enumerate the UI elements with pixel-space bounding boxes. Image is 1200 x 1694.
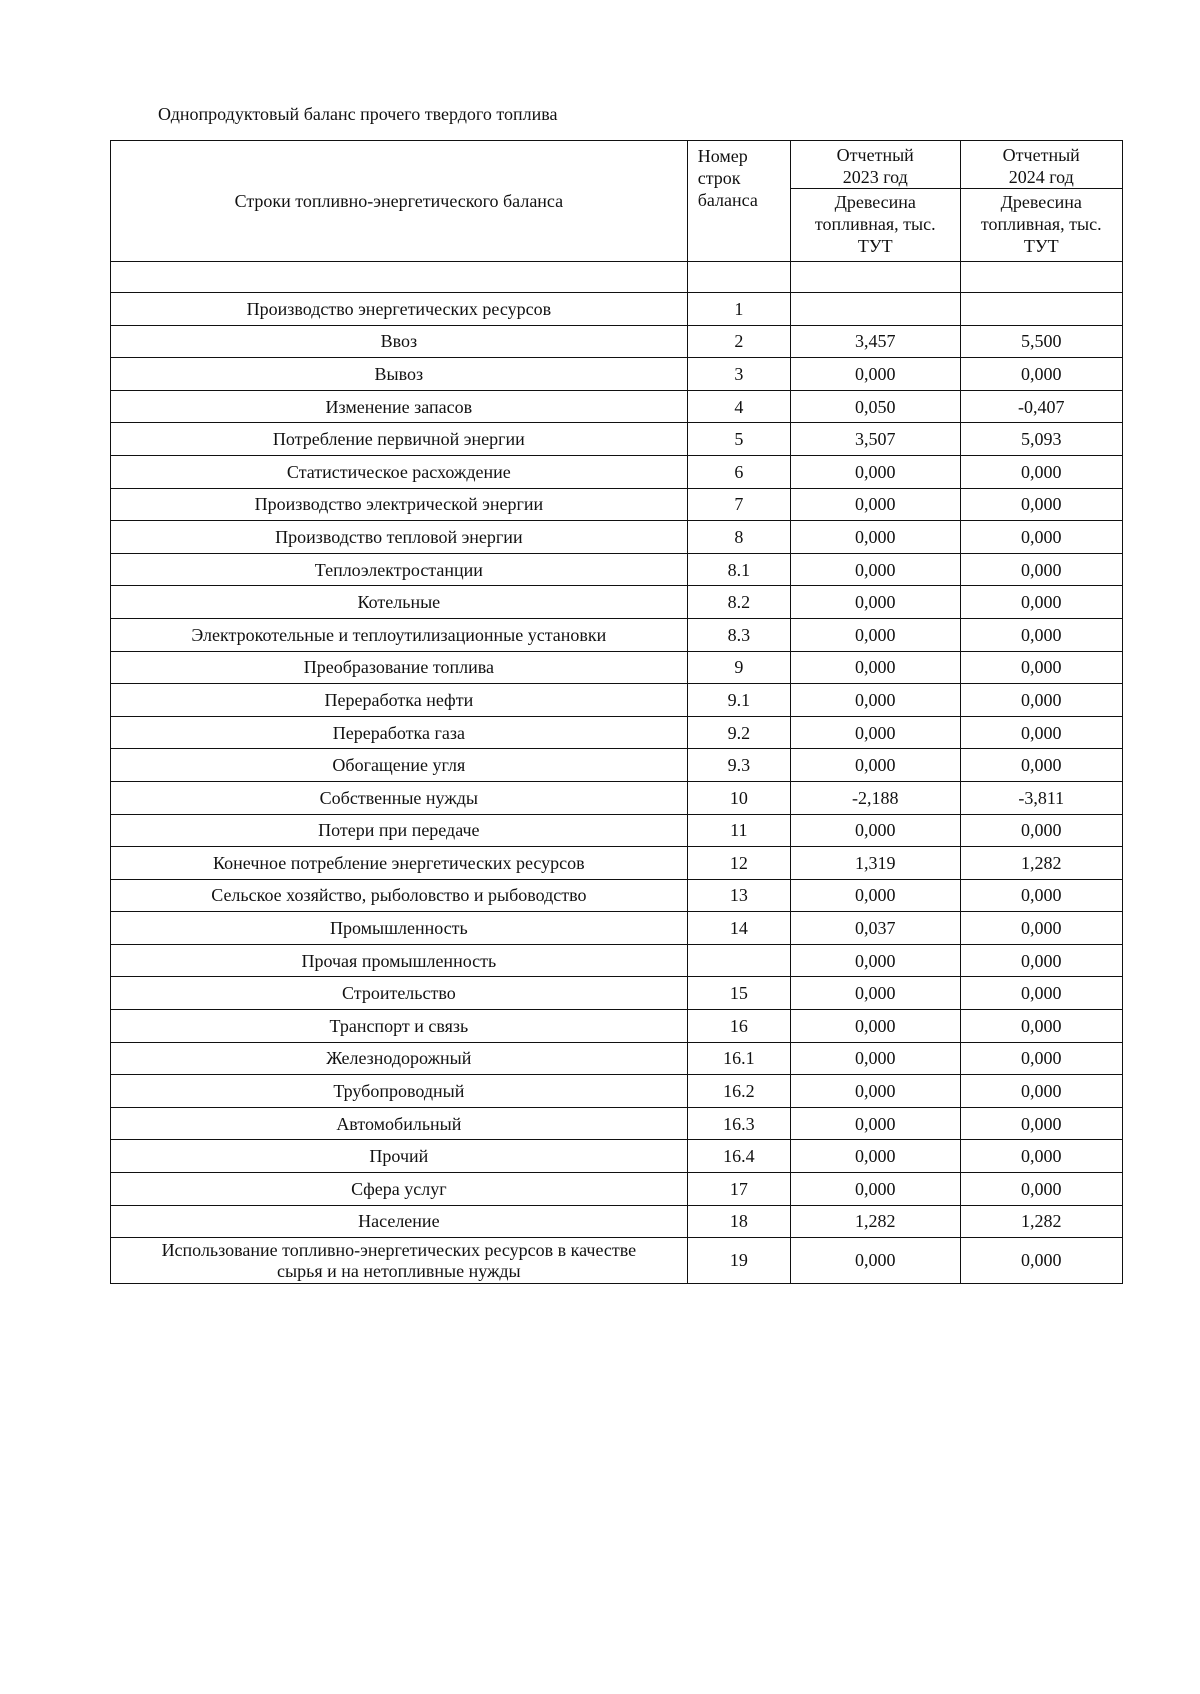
header-unit-2024: [960, 189, 1123, 262]
row-number: 8.1: [687, 553, 790, 586]
row-number: 15: [687, 977, 790, 1010]
row-number: 8: [687, 521, 790, 554]
value-2024: 0,000: [960, 749, 1123, 782]
table-row: [111, 618, 1123, 651]
table-row: [111, 1205, 1123, 1238]
table-row: [111, 684, 1123, 717]
value-2024: 0,000: [960, 1140, 1123, 1173]
table-row: [111, 293, 1123, 326]
value-2023: 3,457: [791, 325, 961, 358]
header-unit-2023-line1: Древесина: [834, 192, 916, 212]
value-2024: 1,282: [960, 1205, 1123, 1238]
row-name: Транспорт и связь: [111, 1010, 688, 1043]
value-2024: 0,000: [960, 1042, 1123, 1075]
row-name: Потери при передаче: [111, 814, 688, 847]
value-2023: 0,000: [791, 618, 961, 651]
value-2023: -2,188: [791, 781, 961, 814]
table-row: [111, 879, 1123, 912]
table-row: [111, 455, 1123, 488]
value-2023: 0,000: [791, 1107, 961, 1140]
row-name: Промышленность: [111, 912, 688, 945]
row-number: 7: [687, 488, 790, 521]
header-row-number: [687, 141, 790, 262]
value-2024: 0,000: [960, 1107, 1123, 1140]
row-name: Железнодорожный: [111, 1042, 688, 1075]
row-name: Котельные: [111, 586, 688, 619]
header-year-2023-line2: 2023 год: [842, 167, 908, 187]
table-row: [111, 651, 1123, 684]
row-number: 8.3: [687, 618, 790, 651]
row-name: Ввоз: [111, 325, 688, 358]
header-unit-2023-line2: топливная, тыс.: [814, 214, 936, 234]
value-2023: 0,000: [791, 1010, 961, 1043]
row-number: 1: [687, 293, 790, 326]
table-row: [111, 521, 1123, 554]
table-row: [111, 586, 1123, 619]
value-2023: 0,000: [791, 1140, 961, 1173]
row-name: Сфера услуг: [111, 1173, 688, 1206]
value-2024: [960, 293, 1123, 326]
value-2023: 0,000: [791, 651, 961, 684]
row-name: Трубопроводный: [111, 1075, 688, 1108]
table-row: [111, 1140, 1123, 1173]
header-row-number-line3: баланса: [697, 190, 758, 210]
value-2023: 0,037: [791, 912, 961, 945]
table-row: [111, 1238, 1123, 1284]
value-2023: 0,000: [791, 814, 961, 847]
value-2023: 0,000: [791, 716, 961, 749]
value-2024: 0,000: [960, 553, 1123, 586]
row-name: Собственные нужды: [111, 781, 688, 814]
row-number: 3: [687, 358, 790, 391]
fuel-balance-table: [110, 140, 1123, 1284]
value-2023: 0,000: [791, 684, 961, 717]
table-row: [111, 1075, 1123, 1108]
value-2024: 5,093: [960, 423, 1123, 456]
table-row: [111, 553, 1123, 586]
value-2023: 0,000: [791, 521, 961, 554]
table-row: [111, 912, 1123, 945]
row-number: 9.3: [687, 749, 790, 782]
row-name: Сельское хозяйство, рыболовство и рыбоводство: [111, 879, 688, 912]
row-name: Изменение запасов: [111, 390, 688, 423]
table-row: [111, 488, 1123, 521]
value-2023: 0,000: [791, 1075, 961, 1108]
row-name: Население: [111, 1205, 688, 1238]
empty-cell: [960, 262, 1123, 293]
value-2024: 0,000: [960, 879, 1123, 912]
header-year-2023: [791, 141, 961, 189]
row-number: [687, 944, 790, 977]
value-2023: 0,050: [791, 390, 961, 423]
table-row: [111, 423, 1123, 456]
header-year-2024: [960, 141, 1123, 189]
value-2023: 0,000: [791, 586, 961, 619]
row-number: 5: [687, 423, 790, 456]
empty-cell: [791, 262, 961, 293]
row-name-line2: сырья и на нетопливные нужды: [277, 1260, 521, 1281]
value-2023: 0,000: [791, 944, 961, 977]
value-2024: 0,000: [960, 488, 1123, 521]
table-row: [111, 749, 1123, 782]
value-2023: 0,000: [791, 358, 961, 391]
row-number: 16.4: [687, 1140, 790, 1173]
value-2024: 0,000: [960, 618, 1123, 651]
row-name: Преобразование топлива: [111, 651, 688, 684]
value-2024: 0,000: [960, 814, 1123, 847]
empty-cell: [111, 262, 688, 293]
table-row: [111, 1010, 1123, 1043]
empty-cell: [687, 262, 790, 293]
row-name: Электрокотельные и теплоутилизационные установки: [111, 618, 688, 651]
row-name: Вывоз: [111, 358, 688, 391]
value-2024: 0,000: [960, 1010, 1123, 1043]
table-row: [111, 1042, 1123, 1075]
value-2023: 0,000: [791, 749, 961, 782]
row-number: 6: [687, 455, 790, 488]
header-unit-2024-line2: топливная, тыс.: [980, 214, 1102, 234]
value-2023: 1,282: [791, 1205, 961, 1238]
table-row: [111, 358, 1123, 391]
row-name-line1: Использование топливно-энергетических ресурсов в качестве: [161, 1239, 637, 1260]
row-number: 18: [687, 1205, 790, 1238]
header-unit-2023-line3: ТУТ: [857, 236, 893, 256]
row-number: 8.2: [687, 586, 790, 619]
table-row: [111, 1107, 1123, 1140]
header-unit-2024-line1: Древесина: [1000, 192, 1082, 212]
row-name: Автомобильный: [111, 1107, 688, 1140]
row-number: 9.1: [687, 684, 790, 717]
row-number: 10: [687, 781, 790, 814]
row-name: Прочая промышленность: [111, 944, 688, 977]
value-2024: -3,811: [960, 781, 1123, 814]
row-number: 16.1: [687, 1042, 790, 1075]
table-row: [111, 847, 1123, 880]
value-2024: 0,000: [960, 586, 1123, 619]
value-2024: 0,000: [960, 455, 1123, 488]
table-row: [111, 944, 1123, 977]
header-year-2023-line1: Отчетный: [836, 145, 914, 165]
header-balance-lines: Строки топливно-энергетического баланса: [111, 141, 688, 262]
row-number: 13: [687, 879, 790, 912]
table-row: [111, 325, 1123, 358]
value-2023: 0,000: [791, 455, 961, 488]
row-number: 11: [687, 814, 790, 847]
value-2024: 0,000: [960, 358, 1123, 391]
document-title: Однопродуктовый баланс прочего твердого топлива: [158, 104, 558, 124]
row-number: 12: [687, 847, 790, 880]
row-number: 16.2: [687, 1075, 790, 1108]
value-2024: 0,000: [960, 521, 1123, 554]
table-row: [111, 1173, 1123, 1206]
table-row: [111, 814, 1123, 847]
row-number: 9.2: [687, 716, 790, 749]
row-name: Теплоэлектростанции: [111, 553, 688, 586]
value-2024: 0,000: [960, 1173, 1123, 1206]
value-2024: 0,000: [960, 977, 1123, 1010]
row-number: 16: [687, 1010, 790, 1043]
row-number: 16.3: [687, 1107, 790, 1140]
value-2024: 0,000: [960, 1238, 1123, 1284]
row-name: Статистическое расхождение: [111, 455, 688, 488]
row-name: Потребление первичной энергии: [111, 423, 688, 456]
value-2023: 0,000: [791, 1042, 961, 1075]
table-header-row-1: [111, 141, 1123, 189]
empty-row: [111, 262, 1123, 293]
row-name: Производство энергетических ресурсов: [111, 293, 688, 326]
row-number: 14: [687, 912, 790, 945]
row-name: Прочий: [111, 1140, 688, 1173]
value-2023: 0,000: [791, 488, 961, 521]
row-number: 19: [687, 1238, 790, 1284]
value-2024: 1,282: [960, 847, 1123, 880]
row-name: Строительство: [111, 977, 688, 1010]
value-2024: 0,000: [960, 651, 1123, 684]
row-name: Конечное потребление энергетических ресурсов: [111, 847, 688, 880]
header-year-2024-line1: Отчетный: [1002, 145, 1080, 165]
value-2023: 3,507: [791, 423, 961, 456]
row-number: 2: [687, 325, 790, 358]
row-number: 4: [687, 390, 790, 423]
value-2023: 0,000: [791, 977, 961, 1010]
value-2024: 0,000: [960, 1075, 1123, 1108]
value-2023: 0,000: [791, 1173, 961, 1206]
header-unit-2024-line3: ТУТ: [1023, 236, 1059, 256]
row-name: Производство тепловой энергии: [111, 521, 688, 554]
value-2023: [791, 293, 961, 326]
table-row: [111, 781, 1123, 814]
value-2023: 1,319: [791, 847, 961, 880]
header-year-2024-line2: 2024 год: [1008, 167, 1074, 187]
value-2023: 0,000: [791, 879, 961, 912]
row-name: Переработка нефти: [111, 684, 688, 717]
table-row: [111, 390, 1123, 423]
row-name: Обогащение угля: [111, 749, 688, 782]
value-2024: 5,500: [960, 325, 1123, 358]
value-2023: 0,000: [791, 1238, 961, 1284]
value-2024: 0,000: [960, 716, 1123, 749]
header-row-number-line2: строк: [697, 168, 741, 188]
table-row: [111, 977, 1123, 1010]
row-name: Производство электрической энергии: [111, 488, 688, 521]
row-number: 17: [687, 1173, 790, 1206]
table-row: [111, 716, 1123, 749]
value-2024: 0,000: [960, 912, 1123, 945]
row-number: 9: [687, 651, 790, 684]
row-name: [111, 1238, 688, 1284]
value-2023: 0,000: [791, 553, 961, 586]
row-name: Переработка газа: [111, 716, 688, 749]
header-unit-2023: [791, 189, 961, 262]
value-2024: 0,000: [960, 944, 1123, 977]
value-2024: -0,407: [960, 390, 1123, 423]
header-row-number-line1: Номер: [697, 146, 748, 166]
value-2024: 0,000: [960, 684, 1123, 717]
